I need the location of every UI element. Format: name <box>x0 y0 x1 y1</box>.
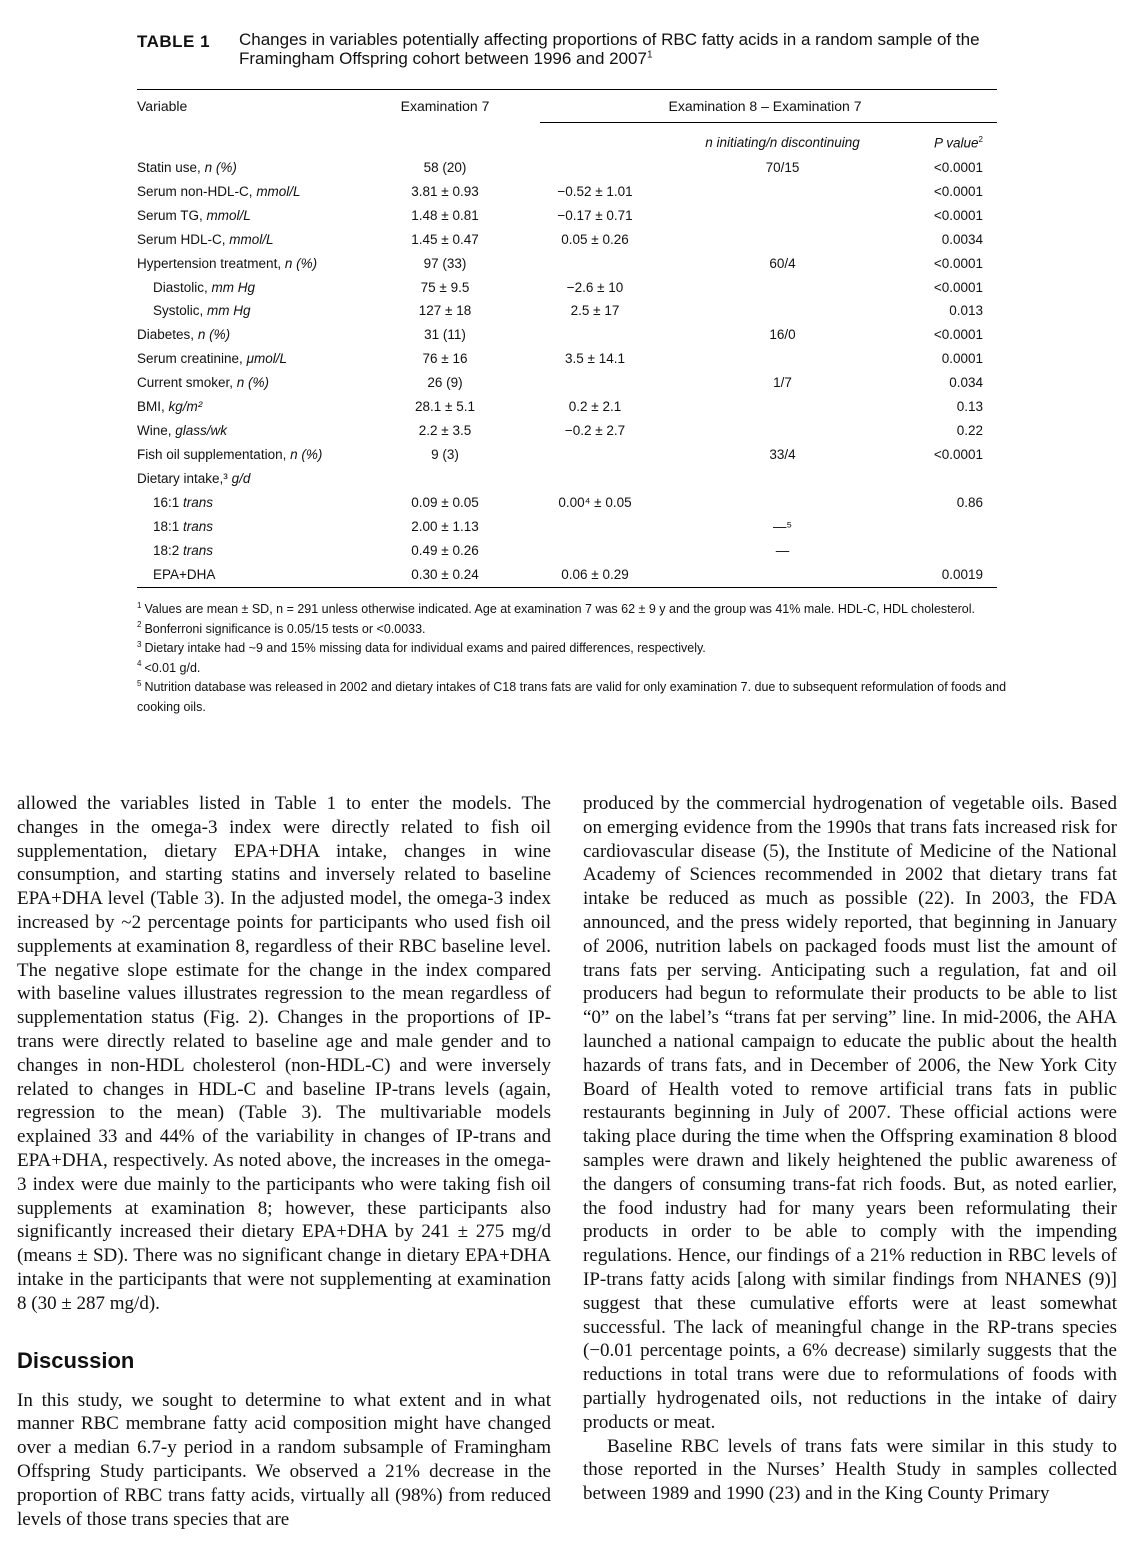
footnote <box>137 600 1007 620</box>
row-variable-name: 18:1 <box>153 519 180 534</box>
table-top-rule <box>137 89 997 90</box>
row-pvalue: <0.0001 <box>933 183 983 199</box>
header-exam-diff: Examination 8 – Examination 7 <box>668 98 862 114</box>
footnote-text: Bonferroni significance is 0.05/15 tests or <0.0033. <box>144 621 426 636</box>
footnote-text: <0.01 g/d. <box>144 660 201 675</box>
row-pvalue: 0.013 <box>949 303 983 319</box>
row-diff-value: 3.5 ± 14.1 <box>565 351 625 367</box>
row-exam7-value: 76 ± 16 <box>422 351 468 367</box>
row-variable-unit: mm Hg <box>211 279 256 295</box>
row-n-initiating: — <box>775 542 790 558</box>
row-diff-value: −0.52 ± 1.01 <box>557 183 633 199</box>
row-pvalue: 0.034 <box>949 375 983 391</box>
row-exam7-value: 75 ± 9.5 <box>420 279 470 295</box>
header-n-initiating: n initiating/n discontinuing <box>705 135 860 150</box>
row-n-initiating: 33/4 <box>769 446 796 462</box>
row-variable-unit: glass/wk <box>175 422 228 438</box>
row-variable-unit: g/d <box>231 470 251 486</box>
row-pvalue: 0.0001 <box>941 351 983 367</box>
row-variable-unit: mm Hg <box>207 303 251 319</box>
row-pvalue: <0.0001 <box>933 446 983 462</box>
row-variable-name: BMI, <box>137 399 165 414</box>
row-variable-unit: n (%) <box>284 255 318 271</box>
table-caption-text: Changes in variables potentially affecting proportions of RBC fatty acids in a random sample of the Framingham Offspring cohort between 1996 and 2007 <box>239 30 980 68</box>
row-exam7-value: 0.30 ± 0.24 <box>411 566 479 582</box>
row-variable-name: Dietary intake,³ <box>137 470 228 486</box>
header-variable: Variable <box>137 98 188 114</box>
row-exam7-value: 1.45 ± 0.47 <box>411 231 479 247</box>
row-variable <box>153 303 251 318</box>
row-n-initiating: —⁵ <box>772 519 793 534</box>
row-variable <box>137 423 227 438</box>
row-exam7-value: 26 (9) <box>427 375 463 391</box>
row-variable-name: Wine, <box>137 422 172 438</box>
footnote-number: 4 <box>137 659 142 669</box>
row-exam7-value: 127 ± 18 <box>418 303 472 319</box>
row-diff-value: 2.5 ± 17 <box>570 303 620 319</box>
row-variable-name: 16:1 <box>153 495 180 511</box>
row-variable-name: 18:2 <box>153 542 180 558</box>
table-caption <box>137 30 1007 68</box>
footnote <box>137 620 1007 640</box>
row-variable-name: Serum HDL-C, <box>137 231 226 247</box>
header-pvalue-ref: 2 <box>978 135 983 144</box>
row-pvalue: <0.0001 <box>933 207 983 223</box>
row-exam7-value: 3.81 ± 0.93 <box>411 183 479 199</box>
row-variable <box>137 447 322 462</box>
row-variable-name: Systolic, <box>153 303 204 319</box>
caption-footnote-ref: 1 <box>646 49 653 61</box>
row-variable <box>137 375 269 390</box>
row-variable-name: Diabetes, <box>137 327 195 343</box>
row-variable-name: Serum TG, <box>137 207 203 223</box>
row-n-initiating: 70/15 <box>765 160 800 175</box>
row-diff-value: 0.06 ± 0.29 <box>561 566 629 582</box>
left-paragraph-2: In this study, we sought to determine to what extent and in what manner RBC membrane fatty acid composition might have changed over a median 6.7-y period in a random subsample of Framingham Offspring Study participants. We observed a 21% decrease in the proportion of RBC trans fatty acids, virtually all (98%) from reduced levels of those trans species that are <box>17 1389 551 1530</box>
row-exam7-value: 28.1 ± 5.1 <box>415 399 475 414</box>
header-span-rule <box>540 122 997 123</box>
row-variable-name: Statin use, <box>137 160 201 175</box>
row-variable-unit: trans <box>183 542 214 558</box>
row-variable-unit: n (%) <box>204 160 237 175</box>
row-variable-unit: n (%) <box>236 375 270 391</box>
right-column <box>583 792 1117 1506</box>
footnote-number: 3 <box>137 639 142 649</box>
row-pvalue: <0.0001 <box>933 160 983 175</box>
row-variable-name: Serum creatinine, <box>137 351 243 367</box>
row-diff-value: −0.2 ± 2.7 <box>564 422 626 438</box>
row-exam7-value: 97 (33) <box>423 255 467 271</box>
row-variable-unit: trans <box>183 495 214 511</box>
row-exam7-value: 0.49 ± 0.26 <box>411 542 479 558</box>
row-variable <box>153 495 213 510</box>
row-variable <box>137 351 287 366</box>
right-paragraph-2: Baseline RBC levels of trans fats were similar in this study to those reported in the Nurses’ Health Study in samples collected between 1989 and 1990 (23) and in the King County Primary <box>583 1435 1117 1505</box>
row-pvalue: 0.22 <box>956 422 983 438</box>
row-variable <box>153 567 215 582</box>
row-diff-value: −0.17 ± 0.71 <box>557 207 633 223</box>
row-pvalue: <0.0001 <box>933 327 983 343</box>
footnote <box>137 678 1007 717</box>
header-pvalue <box>900 135 983 151</box>
row-exam7-value: 2.00 ± 1.13 <box>411 519 479 534</box>
row-variable-unit: trans <box>183 519 214 534</box>
row-variable-name: Hypertension treatment, <box>137 255 282 271</box>
row-variable-name: Serum non-HDL-C, <box>137 183 253 199</box>
footnote-number: 2 <box>137 620 142 630</box>
row-pvalue: <0.0001 <box>933 279 983 295</box>
left-paragraph-1: allowed the variables listed in Table 1 to enter the models. The changes in the omega-3 index were directly related to fish oil supplementation, dietary EPA+DHA intake, changes in wine consumption, and starting statins and inversely related to baseline EPA+DHA level (Table 3). In the adjusted model, the omega-3 index increased by ~2 percentage points for participants who used fish oil supplements at examination 8, regardless of their RBC baseline level. The negative slope estimate for the change in the index compared with baseline values illustrates regression to the mean regardless of supplementation status (Fig. 2). Changes in the proportions of IP-trans were directly related to baseline age and male gender and to changes in non-HDL cholesterol (non-HDL-C) and were inversely related to changes in HDL-C and baseline IP-trans levels (again, regression to the mean) (Table 3). The multivariable models explained 33 and 44% of the variability in changes of IP-trans and EPA+DHA, respectively. As noted above, the increases in the omega-3 index were due mainly to the participants who were taking fish oil supplements at examination 8; however, these participants also significantly increased their dietary EPA+DHA by 241 ± 275 mg/d (means ± SD). There was no significant change in dietary EPA+DHA intake in the participants that were not supplementing at examination 8 (30 ± 287 mg/d). <box>17 793 551 1314</box>
row-variable-unit: mmol/L <box>229 231 274 247</box>
right-paragraph-1: produced by the commercial hydrogenation of vegetable oils. Based on emerging evidence from the 1990s that trans fats increased risk for cardiovascular disease (5), the Institute of Medicine of the National Academy of Sciences recommended in 2002 that dietary trans fat intake be reduced as much as possible (22). In 2003, the FDA announced, and the press widely reported, that beginning in January of 2006, nutrition labels on packaged foods must list the amount of trans fats per serving. Anticipating such a regulation, fat and oil producers had begun to reformulate their products to be able to list “0” on the label’s “trans fat per serving” line. In mid-2006, the AHA launched a national campaign to educate the public about the health hazards of trans fats, and in December of 2006, the New York City Board of Health voted to remove artificial trans fats in public restaurants beginning in July of 2007. These official actions were taking place during the time when the Offspring examination 8 blood samples were drawn and likely heightened the public awareness of the dangers of consuming trans-fat rich foods. But, as noted earlier, the food industry had for many years been reformulating their products in order to be able to comply with the impending regulations. Hence, our findings of a 21% reduction in RBC levels of IP-trans fatty acids [along with similar findings from NHANES (9)] suggest that these cumulative efforts were at least somewhat successful. The lack of meaningful change in the RP-trans species (−0.01 percentage points, a 6% decrease) similarly suggests that the reductions in total trans were due to reformulations of foods with partially hydrogenated oils, not reductions in the intake of dairy products or meat. <box>583 793 1117 1433</box>
row-exam7-value: 58 (20) <box>423 160 467 175</box>
row-variable <box>137 399 202 414</box>
row-variable-unit: mmol/L <box>206 207 251 223</box>
table-label: TABLE 1 <box>137 32 211 51</box>
row-variable-name: Diastolic, <box>153 279 208 295</box>
row-diff-value: 0.05 ± 0.26 <box>561 231 629 247</box>
row-n-initiating: 60/4 <box>769 255 796 271</box>
row-diff-value: −2.6 ± 10 <box>566 279 624 295</box>
footnote-number: 1 <box>137 600 142 610</box>
row-variable-unit: n (%) <box>290 446 323 462</box>
row-exam7-value: 1.48 ± 0.81 <box>411 207 479 223</box>
row-pvalue: 0.0019 <box>941 566 983 582</box>
footnote-text: Nutrition database was released in 2002 and dietary intakes of C18 trans fats are valid for only examination 7. due to subsequent reformulation of foods and cooking oils. <box>137 680 1007 714</box>
row-variable <box>137 160 237 175</box>
row-variable <box>137 184 301 199</box>
row-exam7-value: 0.09 ± 0.05 <box>411 495 479 511</box>
footnote-text: Values are mean ± SD, n = 291 unless otherwise indicated. Age at examination 7 was 62 ± 9 y and the group was 41% male. HDL-C, HDL cholesterol. <box>144 602 975 616</box>
row-variable <box>137 256 317 271</box>
row-pvalue: 0.13 <box>956 399 983 414</box>
row-variable <box>153 280 255 295</box>
footnote <box>137 639 1007 659</box>
row-variable <box>153 519 213 534</box>
footnote <box>137 659 1007 679</box>
row-pvalue: 0.0034 <box>941 231 983 247</box>
row-variable <box>137 208 251 223</box>
row-variable <box>137 471 250 486</box>
row-variable <box>137 327 230 342</box>
discussion-heading: Discussion <box>17 1347 135 1373</box>
row-exam7-value: 2.2 ± 3.5 <box>418 422 472 438</box>
row-variable-unit: μmol/L <box>246 351 287 367</box>
row-variable-unit: kg/m² <box>168 399 203 414</box>
row-variable-name: Current smoker, <box>137 375 234 391</box>
row-variable-unit: mmol/L <box>256 183 301 199</box>
row-variable <box>153 543 213 558</box>
row-variable-name: Fish oil supplementation, <box>137 446 287 462</box>
left-column <box>17 792 551 1531</box>
row-n-initiating: 16/0 <box>769 327 796 343</box>
row-variable <box>137 232 274 247</box>
footnote-number: 5 <box>137 678 142 688</box>
row-n-initiating: 1/7 <box>773 375 792 391</box>
row-variable-unit: n (%) <box>197 327 231 343</box>
row-exam7-value: 31 (11) <box>424 327 466 343</box>
row-pvalue: 0.86 <box>956 495 983 511</box>
header-pvalue-label: P value <box>934 135 979 151</box>
row-diff-value: 0.00⁴ ± 0.05 <box>558 495 632 511</box>
row-pvalue: <0.0001 <box>933 255 983 271</box>
footnote-text: Dietary intake had ~9 and 15% missing data for individual exams and paired differences, respectively. <box>144 641 706 655</box>
row-exam7-value: 9 (3) <box>431 446 459 462</box>
row-variable-name: EPA+DHA <box>153 566 216 582</box>
row-diff-value: 0.2 ± 2.1 <box>568 399 622 414</box>
table-bottom-rule <box>137 587 997 588</box>
header-exam7: Examination 7 <box>400 98 490 114</box>
table-footnotes <box>137 600 1007 717</box>
